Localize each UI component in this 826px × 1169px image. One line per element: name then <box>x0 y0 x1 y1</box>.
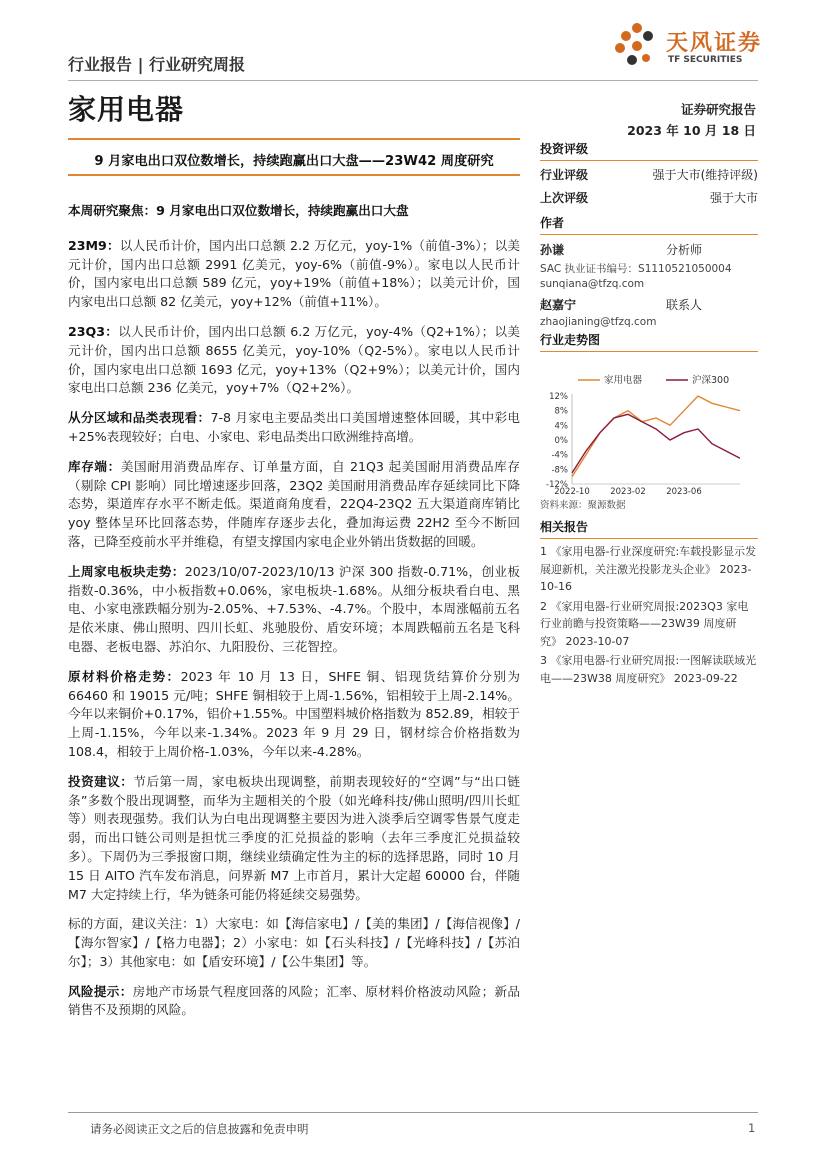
p5-text: 2023/10/07-2023/10/13 沪深 300 指数-0.71%，创业板指数-0.36%，中小板指数+0.06%，家电板块-1.68%。从细分板块看白电、黑电、小家电涨跌幅分别为-2.05%、+7.53%、-4.7%。个股中，本周涨幅前五名是依米康、佛山照明、四川长虹、兆驰股份、盾安环境；本周跌幅前五名是飞科电器、老板电器、苏泊尔、九阳股份、三花智控。 <box>68 563 520 654</box>
p1-text: 以人民币计价，国内出口总额 2.2 万亿元，yoy-1%（前值-3%）；以美元计价，国内出口总额 2991 亿美元，yoy-6%（前值-9%）。家电以人民币计价，国内家电出口总额 589 亿元，yoy+19%（前值+18%）；以美元计价，国内家电出口总额 82 亿美元，yoy+12%（前值+11%）。 <box>68 237 521 310</box>
legend-label-1: 沪深300 <box>692 375 730 386</box>
focus-label: 本周研究聚焦： <box>68 203 157 218</box>
report-kind: 证券研究报告 <box>680 102 756 117</box>
author2-name: 赵嘉宁 <box>540 298 577 312</box>
author1-email[interactable]: sunqiana@tfzq.com <box>540 278 645 290</box>
author1-row <box>540 241 758 258</box>
logo-text-cn: 天风证券 <box>666 31 763 56</box>
paragraph-region-category <box>68 409 520 447</box>
authors-rule <box>540 234 758 235</box>
related-report-1[interactable]: 1 《家用电器-行业深度研究:车载投影显示发展迎新机，关注激光投影龙头企业》 2023-10-16 <box>540 545 757 593</box>
trend-chart-block <box>540 331 758 511</box>
x-tick-label-2: 2023-06 <box>666 487 702 494</box>
p7-label: 投资建议： <box>68 773 134 789</box>
industry-rating-row <box>540 166 758 183</box>
rating-rule <box>540 160 758 161</box>
p4-label: 库存端： <box>68 458 121 474</box>
paragraph-23q3 <box>68 323 520 398</box>
paragraph-23m9 <box>68 237 520 312</box>
p3-text: 7-8 月家电主要品类出口美国增速整体回暖，其中彩电+25%表现较好；白电、小家电、彩电品类出口欧洲维持高增。 <box>68 410 521 444</box>
p2-text: 以人民币计价，国内出口总额 6.2 万亿元，yoy-4%（Q2+1%）；以美元计价，国内出口总额 8655 亿美元，yoy-10%（Q2-5%）。家电以人民币计价，国内家电出口总额 1693 亿元，yoy+13%（Q2+9%）；以美元计价，国内家电出口总额 236 亿美元，yoy+7%（Q2+2%）。 <box>68 323 520 396</box>
related-report-2[interactable]: 2 《家用电器-行业研究周报:2023Q3 家电行业前瞻与投资策略——23W39 周度研究》 2023-10-07 <box>540 599 749 648</box>
p8-text: 标的方面，建议关注：1）大家电：如【海信家电】/【美的集团】/【海信视像】/【海尔智家】/【格力电器】；2）小家电：如【石头科技】/【光峰科技】/【苏泊尔】；3）其他家电：如【盾安环境】/【公牛集团】等。 <box>68 916 520 969</box>
report-date: 2023 年 10 月 18 日 <box>627 123 756 138</box>
y-tick-label-1: 8% <box>554 406 568 417</box>
chart-heading: 行业走势图 <box>540 333 601 347</box>
author2-row <box>540 296 758 313</box>
y-tick-label-4: -4% <box>551 450 568 461</box>
footer-disclaimer: 请务必阅读正文之后的信息披露和免责申明 <box>90 1122 309 1136</box>
p3-label: 从分区域和品类表现看： <box>68 410 211 426</box>
logo-text-en: TF SECURITIES <box>668 55 743 65</box>
focus-text: 9 月家电出口双位数增长，持续跑赢出口大盘 <box>156 203 409 218</box>
prev-rating-value: 强于大市 <box>709 191 758 205</box>
header-divider <box>68 80 758 81</box>
focus-paragraph <box>68 202 520 221</box>
industry-rating-label: 行业评级 <box>540 168 589 182</box>
author2-role: 联系人 <box>665 298 702 312</box>
author1-role: 分析师 <box>665 243 702 257</box>
title-bottom-rule <box>68 174 520 176</box>
paragraph-sector-trend <box>68 563 520 657</box>
industry-title: 家用电器 <box>68 93 185 126</box>
p2-label: 23Q3： <box>68 323 119 339</box>
chart-source: 资料来源：聚源数据 <box>540 500 626 511</box>
p6-label: 原材料价格走势： <box>68 668 181 684</box>
p4-text: 美国耐用消费品库存、订单量方面，自 21Q3 起美国耐用消费品库存（剔除 CPI 影响）同比增速逐步回落，23Q2 美国耐用消费品库存延续同比下降态势，渠道库存水平不断走低。渠道商角度看，22Q4-23Q2 五大渠道商库销比 yoy 整体呈环比回落态势，伴随库存逐步去化，叠加海运费 22H2 至今不断回落，已降至疫前水平并维稳，有望支撑国内家电企业外销出货数据的回暖。 <box>68 458 520 549</box>
footer-divider <box>68 1112 758 1113</box>
p6-text: 2023 年 10 月 13 日，SHFE 铜、铝现货结算价分别为 66460 和 19015 元/吨；SHFE 铜相较于上周-1.56%，铝相较于上周-2.14%。今年以来铜价+0.17%，铝价+1.55%。中国塑料城价格指数为 852.89，相较于上周-1.15%，今年以来-1.34%。2023 年 9 月 29 日，钢材综合价格指数为 108.4，相较于上周价格-1.03%，今年以来-4.28%。 <box>68 668 520 759</box>
report-category: 行业报告 | 行业研究周报 <box>68 55 245 74</box>
report-title: 9 月家电出口双位数增长，持续跑赢出口大盘——23W42 周度研究 <box>94 154 494 169</box>
y-tick-label-3: 0% <box>554 436 568 446</box>
related-reports-block <box>540 518 758 689</box>
author2-email[interactable]: zhaojianing@tfzq.com <box>540 316 657 328</box>
prev-rating-row <box>540 189 758 206</box>
x-tick-label-1: 2023-02 <box>610 487 646 494</box>
rating-heading: 投资评级 <box>540 142 589 156</box>
author1-cert: SAC 执业证书编号：S1110521050004 <box>540 263 732 275</box>
paragraph-raw-materials <box>68 668 520 762</box>
related-rule <box>540 538 758 539</box>
author1-name: 孙谦 <box>540 243 565 257</box>
paragraph-targets <box>68 915 520 971</box>
tf-securities-logo <box>612 20 762 72</box>
p9-text: 房地产市场景气程度回落的风险；汇率、原材料价格波动风险；新品销售不及预期的风险。 <box>68 983 521 1018</box>
main-body <box>68 202 520 1031</box>
y-tick-label-6: -12% <box>546 480 568 490</box>
p9-label: 风险提示： <box>68 983 133 999</box>
title-top-rule <box>68 138 520 140</box>
y-tick-label-0: 12% <box>549 392 568 402</box>
chart-rule <box>540 351 758 352</box>
p5-label: 上周家电板块走势： <box>68 563 185 579</box>
legend-label-0: 家用电器 <box>604 375 643 386</box>
authors-heading: 作者 <box>540 216 565 230</box>
y-tick-label-2: 4% <box>554 421 568 432</box>
industry-rating-value: 强于大市(维持评级) <box>652 168 758 182</box>
rating-block <box>540 140 758 206</box>
authors-block <box>540 214 758 328</box>
series-line-1 <box>572 414 740 473</box>
prev-rating-label: 上次评级 <box>540 191 589 205</box>
logo-mark-icon <box>612 20 662 72</box>
paragraph-risk <box>68 983 520 1021</box>
p7-text: 节后第一周，家电板块出现调整，前期表现较好的“空调”与“出口链条”多数个股出现调整，而华为主题相关的个股（如光峰科技/佛山照明/四川长虹等）则表现强势。我们认为白电出现调整主要因为进入淡季后空调零售景气度走弱，而出口链公司则是担忧三季度的汇兑损益的影响（去年三季度汇兑损益较多）。下周仍为三季报窗口期，继续业绩确定性为主的标的选择思路，同时 10 月 15 日 AITO 汽车发布消息，问界新 M7 上市首月，累计大定超 60000 台，伴随 M7 大定持续上行，华为链条可能仍将延续交易强势。 <box>68 773 520 902</box>
trend-chart <box>540 354 758 494</box>
paragraph-investment-advice <box>68 773 520 905</box>
p1-label: 23M9： <box>68 237 120 253</box>
x-tick-label-0: 2022-10 <box>554 487 590 494</box>
related-heading: 相关报告 <box>540 520 589 534</box>
related-report-3[interactable]: 3 《家用电器-行业研究周报:一图解读联域光电——23W38 周度研究》 2023-09-22 <box>540 654 757 685</box>
paragraph-inventory <box>68 458 520 552</box>
page-number: 1 <box>748 1121 756 1135</box>
y-tick-label-5: -8% <box>551 465 568 476</box>
